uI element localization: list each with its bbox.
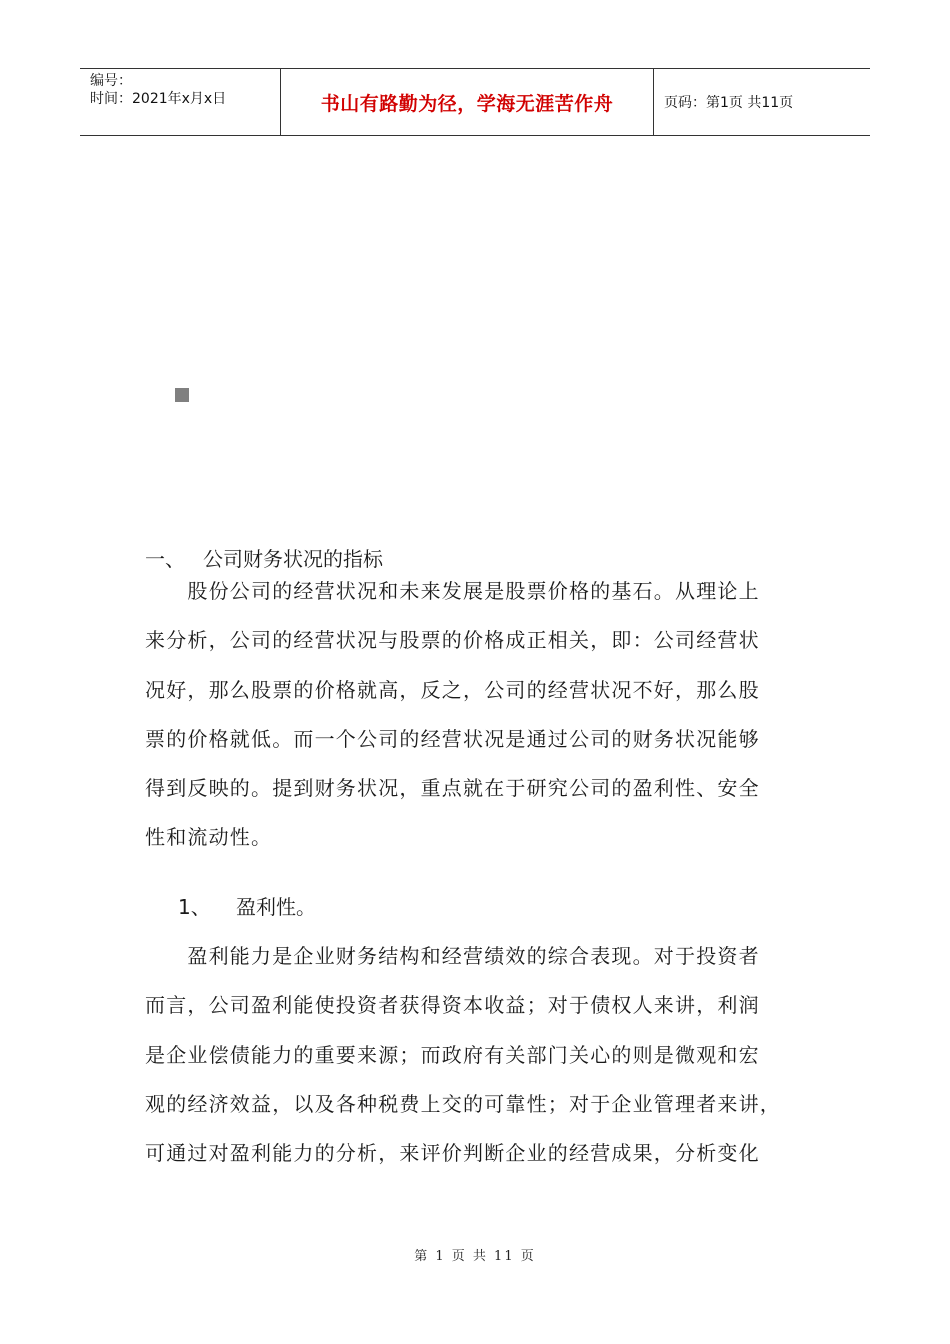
doc-date-label: 时间：2021年x月x日 (90, 91, 227, 107)
placeholder-square-icon (175, 388, 189, 402)
paragraph-line: 况好，那么股票的价格就高，反之，公司的经营状况不好，那么股 (145, 677, 760, 702)
header-page-number: 页码：第1页 共11页 (664, 95, 794, 111)
header-motto: 书山有路勤为径，学海无涯苦作舟 (281, 69, 654, 135)
page-footer: 第 1 页 共 11 页 (414, 1249, 536, 1264)
subsection-number: 1、 (178, 895, 211, 919)
paragraph-line: 性和流动性。 (145, 825, 273, 850)
subsection-title-text: 盈利性。 (236, 895, 316, 919)
doc-number-label: 编号： (90, 73, 132, 89)
section-title-text: 公司财务状况的指标 (203, 547, 383, 571)
paragraph-line: 观的经济效益，以及各种税费上交的可靠性；对于企业管理者来讲， (145, 1091, 781, 1116)
paragraph-intro (145, 567, 760, 863)
paragraph-line: 而言，公司盈利能使投资者获得资本收益；对于债权人来讲，利润 (145, 993, 760, 1018)
paragraph-line: 得到反映的。提到财务状况，重点就在于研究公司的盈利性、安全 (145, 776, 760, 801)
document-header (80, 68, 870, 136)
paragraph-line: 盈利能力是企业财务结构和经营绩效的综合表现。对于投资者 (145, 944, 760, 968)
paragraph-line: 是企业偿债能力的重要来源；而政府有关部门关心的则是微观和宏 (145, 1042, 760, 1067)
section-number: 一、 (145, 547, 185, 571)
subsection-heading (178, 893, 316, 921)
header-meta (80, 69, 281, 135)
paragraph-line: 可通过对盈利能力的分析，来评价判断企业的经营成果，分析变化 (145, 1141, 760, 1166)
paragraph-line: 股份公司的经营状况和未来发展是股票价格的基石。从理论上 (145, 579, 760, 603)
paragraph-line: 票的价格就低。而一个公司的经营状况是通过公司的财务状况能够 (145, 726, 760, 751)
paragraph-profitability (145, 932, 781, 1178)
paragraph-line: 来分析，公司的经营状况与股票的价格成正相关，即：公司经营状 (145, 628, 760, 653)
